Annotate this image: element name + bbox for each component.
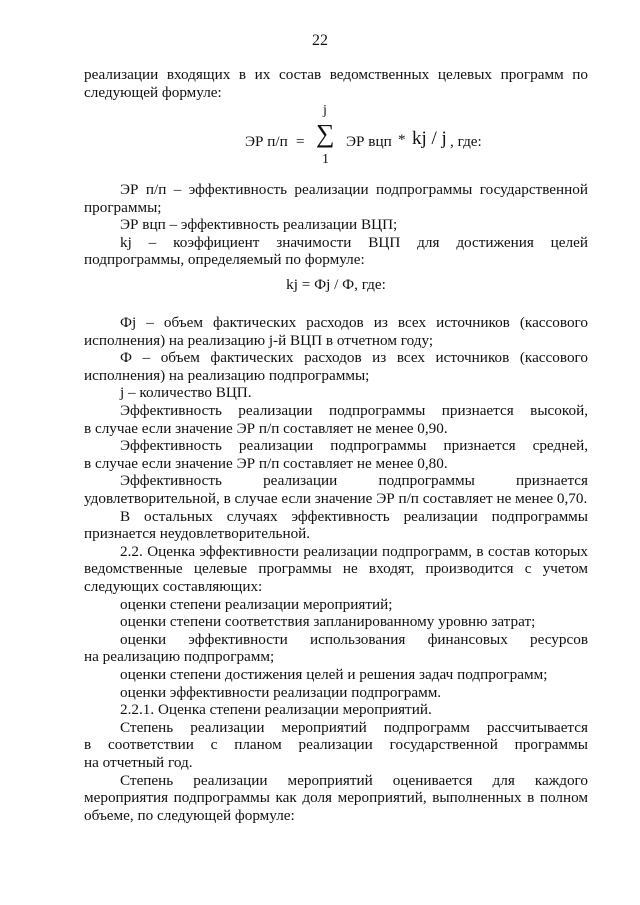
text-line: в соответствии с планом реализации государственной программы [84, 736, 588, 754]
text-line: подпрограммы, определяемый по формуле: [84, 251, 365, 269]
formula-tail: , где: [450, 133, 482, 150]
text-line: Эффективность реализации подпрограммы признается средней, [120, 437, 588, 455]
text-line: В остальных случаях эффективность реализации подпрограммы [120, 507, 588, 525]
text-line: следующих составляющих: [84, 578, 263, 595]
text-line: ЭР п/п – эффективность реализации подпрограммы государственной [120, 181, 588, 198]
text-line: Степень реализации мероприятий подпрограмм рассчитывается [120, 718, 588, 736]
text-line: оценки степени соответствия запланированному уровню затрат; [120, 613, 536, 631]
text-line: исполнения) на реализацию подпрограммы; [84, 366, 370, 384]
formula-kj-definition: kj = Фj / Ф, где: [286, 276, 386, 293]
text-line: реализации входящих в их состав ведомственных целевых программ по [84, 66, 588, 83]
text-line: kj – коэффициент значимости ВЦП для достижения целей [120, 233, 588, 251]
text-line: на отчетный год. [84, 754, 193, 771]
sum-upper-limit: j [323, 103, 327, 118]
text-line: мероприятия подпрограммы как доля мероприятий, выполненных в полном [84, 789, 588, 807]
text-line: в случае если значение ЭР п/п составляет не менее 0,80. [84, 454, 448, 472]
text-line: ЭР вцп – эффективность реализации ВЦП; [120, 216, 398, 234]
formula-kj: kj / j [412, 128, 447, 149]
text-line: оценки эффективности реализации подпрограмм. [120, 683, 442, 701]
text-line: Фj – объем фактических расходов из всех источников (кассового [120, 314, 588, 331]
text-line: признается неудовлетворительной. [84, 525, 311, 543]
formula-term: ЭР вцп [346, 133, 392, 150]
formula-equals: = [296, 133, 305, 150]
page-number: 22 [312, 32, 328, 49]
text-line: оценки степени достижения целей и решения задач подпрограмм; [120, 666, 548, 683]
text-line: j – количество ВЦП. [120, 384, 252, 402]
sum-sigma: ∑ [316, 119, 335, 148]
text-line: удовлетворительной, в случае если значение ЭР п/п составляет не менее 0,70. [84, 490, 588, 507]
sum-lower-limit: 1 [322, 152, 329, 167]
text-line: объеме, по следующей формуле: [84, 806, 295, 824]
text-line: на реализацию подпрограмм; [84, 648, 275, 666]
text-line: следующей формуле: [84, 83, 222, 101]
text-line: программы; [84, 198, 162, 216]
text-line: исполнения) на реализацию j-й ВЦП в отчетном году; [84, 331, 434, 349]
text-line: оценки эффективности использования финансовых ресурсов [120, 630, 588, 648]
text-line: Эффективность реализации подпрограммы признается [120, 472, 588, 490]
text-line: ведомственные целевые программы не входят, производится с учетом [84, 560, 588, 578]
formula-lhs: ЭР п/п [245, 133, 288, 150]
text-line: Степень реализации мероприятий оценивается для каждого [120, 771, 588, 789]
formula-operator: * [398, 131, 406, 148]
text-line: Ф – объем фактических расходов из всех источников (кассового [120, 349, 588, 367]
text-line: Эффективность реализации подпрограммы признается высокой, [120, 402, 588, 419]
text-line: 2.2.1. Оценка степени реализации мероприятий. [120, 701, 432, 719]
text-line: оценки степени реализации мероприятий; [120, 595, 393, 613]
text-line: в случае если значение ЭР п/п составляет не менее 0,90. [84, 419, 448, 437]
text-line: 2.2. Оценка эффективности реализации подпрограмм, в состав которых [120, 542, 588, 560]
